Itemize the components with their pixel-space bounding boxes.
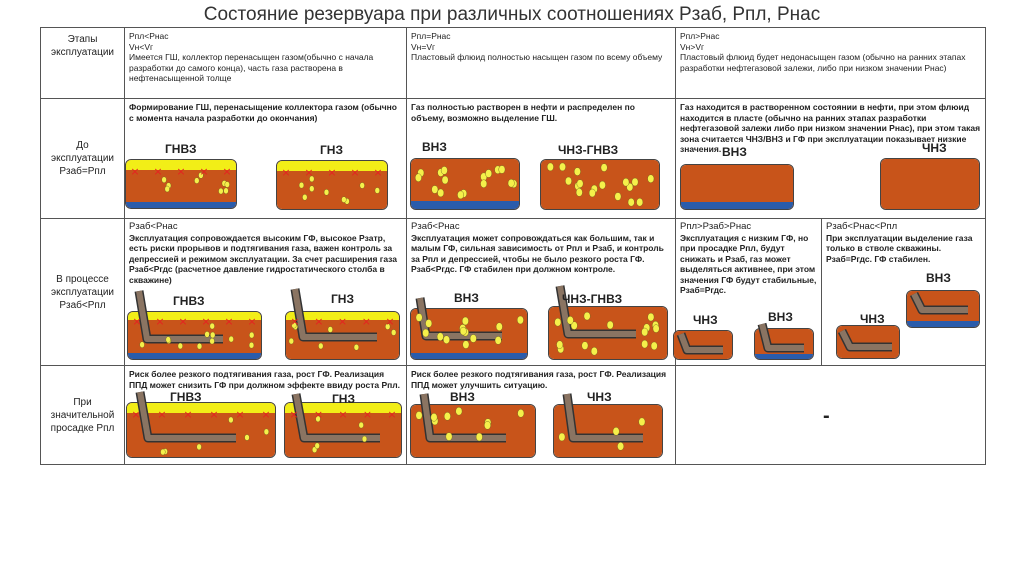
row2-col3a-title: Рпл>Рзаб>Рнас — [680, 221, 752, 232]
reservoir-drawing — [553, 404, 663, 458]
well-bore — [762, 324, 804, 348]
reservoir-drawing — [548, 306, 668, 360]
reservoir-drawing — [906, 290, 980, 328]
gas-bubble — [601, 164, 607, 172]
col1-condition: Рпл<Рнас — [129, 31, 169, 41]
gas-oil-contact-mark: × — [183, 408, 193, 421]
row1-col3-text: Газ находится в растворенном состоянии в нефти, при этом флюид находится в пласте (обычно на ранних этапах разработки нефтегазовой залежи либо при низком значении Рнас), при этом такая зона считается ЧНЗ/ВНЗ и ГФ при эксплуатации показывает низкие значения. — [680, 102, 981, 154]
reservoir-drawing — [680, 164, 794, 210]
gas-oil-contact-mark: × — [224, 315, 234, 328]
gas-bubble — [229, 417, 234, 423]
gas-bubble — [574, 168, 580, 176]
gas-bubble — [547, 163, 553, 171]
row2-col3b-text: При эксплуатации выделение газа только в стволе скважины. Рзаб=Ргдс. ГФ стабилен. — [826, 232, 973, 264]
row2-head — [41, 219, 125, 366]
gas-bubble — [289, 338, 294, 344]
gas-bubble — [642, 340, 648, 348]
gas-bubble — [354, 344, 359, 350]
row1-gnz — [276, 143, 388, 210]
gas-bubble — [462, 317, 468, 325]
col1-description: Имеется ГШ, коллектор перенасыщен газом(обычно с начала разработки до самого конца), часть газа растворена в нефтенасыщенной толще — [129, 52, 374, 83]
zone-label: ЧНЗ — [587, 390, 612, 404]
row3-vnz — [410, 390, 536, 458]
page-title: Состояние резервуара при различных соотношениях Рзаб, Рпл, Рнас — [203, 4, 821, 25]
gas-bubble — [559, 163, 565, 171]
gas-bubble — [517, 316, 523, 324]
row2-head-line3: Рзаб<Рпл — [59, 299, 106, 311]
well-bore — [681, 334, 723, 350]
gas-bubble — [249, 332, 254, 338]
gas-bubble — [648, 313, 654, 321]
gas-bubble — [359, 422, 364, 428]
row3-gnvz — [126, 390, 276, 458]
zone-label: ГНЗ — [332, 392, 355, 406]
col2-volume: Vн=Vг — [411, 41, 436, 52]
gas-bubble — [438, 189, 444, 197]
gas-bubble — [653, 325, 659, 333]
row3-chnz — [553, 390, 663, 458]
gas-bubble — [476, 433, 482, 441]
gas-bubble — [576, 188, 582, 196]
gas-bubble — [437, 333, 443, 341]
row3-col3-dash: - — [823, 405, 830, 427]
col2-condition: Рпл=Рнас — [411, 31, 451, 41]
gas-oil-contact-mark: × — [327, 166, 337, 179]
row1-chnz — [880, 141, 980, 210]
gas-bubble — [484, 421, 490, 429]
reservoir-drawing — [540, 159, 660, 210]
row1-head-line3: Рзаб=Рпл — [59, 166, 106, 177]
gas-bubble — [632, 178, 638, 186]
gas-bubble — [431, 413, 437, 421]
well-bore — [914, 294, 968, 310]
gas-bubble — [460, 327, 466, 335]
gas-oil-contact-mark: × — [153, 165, 163, 178]
gas-bubble — [651, 342, 657, 350]
gas-bubble — [391, 330, 396, 336]
stages-header — [41, 28, 125, 99]
row2-vnz-2 — [754, 310, 814, 360]
reservoir-drawing — [285, 311, 400, 360]
gas-bubble — [249, 342, 254, 348]
gas-bubble — [496, 323, 502, 331]
gas-oil-contact-mark: × — [290, 315, 300, 328]
gas-bubble — [140, 342, 145, 348]
gas-bubble — [623, 178, 629, 186]
gas-bubble — [617, 442, 623, 450]
gas-bubble — [599, 181, 605, 189]
row3-head-line3: просадке Рпл — [50, 422, 115, 434]
gas-bubble — [499, 166, 505, 174]
gas-bubble — [481, 180, 487, 188]
gas-bubble — [456, 407, 462, 415]
row2-vnz — [410, 291, 528, 360]
row1-head-line1: До — [76, 140, 89, 151]
reservoir-drawing — [836, 325, 900, 359]
zone-label: ГНЗ — [320, 143, 343, 157]
gas-bubble — [441, 166, 447, 174]
zone-label: ГНЗ — [331, 292, 354, 306]
gas-bubble — [342, 197, 347, 203]
gas-bubble — [463, 341, 469, 349]
row1-head — [41, 99, 125, 219]
row3-head-line2: значительной — [50, 409, 115, 421]
gas-bubble — [589, 189, 595, 197]
row2-col3a-text: Эксплуатация с низким ГФ, но при просадке Рпл, будут снижать и Рзаб, газ может выделяться активнее, при этом значения ГФ будут стабильные, Рзаб=Ргдс. — [680, 232, 817, 295]
gas-oil-contact-mark: × — [222, 165, 232, 178]
zone-label: ГНВЗ — [170, 390, 202, 404]
row1-col1-text: Формирование ГШ, перенасыщение коллектора газом (обычно с момента начала разработки до окончания) — [129, 102, 397, 123]
gas-bubble — [495, 336, 501, 344]
row3-head — [41, 366, 125, 465]
zone-label: ВНЗ — [768, 310, 793, 324]
gas-bubble — [432, 186, 438, 194]
reservoir-drawing — [410, 404, 536, 458]
zone-label: ГНВЗ — [173, 294, 205, 308]
col1-volume: Vн<Vг — [129, 41, 154, 52]
reservoir-drawing — [673, 330, 733, 360]
gas-oil-contact-mark: × — [373, 166, 383, 179]
gas-oil-contact-mark: × — [338, 408, 348, 421]
gas-oil-contact-mark: × — [155, 315, 165, 328]
gas-bubble — [210, 332, 215, 338]
row2-col3b-title: Рзаб<Рнас<Рпл — [826, 221, 898, 232]
stages-label: Этапы эксплуатации — [51, 34, 114, 58]
gas-bubble — [315, 443, 320, 449]
gas-bubble — [416, 411, 422, 419]
row1-vnz — [410, 140, 520, 210]
gas-bubble — [648, 175, 654, 183]
gas-bubble — [299, 182, 304, 188]
gas-bubble — [557, 341, 563, 349]
gas-oil-contact-mark: × — [304, 166, 314, 179]
row3-col2-text: Риск более резкого подтягивания газа, рост ГФ. Реализация ППД может улучшить ситуацию. — [411, 369, 667, 390]
col1-header — [125, 28, 407, 99]
gas-bubble — [470, 335, 476, 343]
gas-bubble — [518, 409, 524, 417]
reservoir-drawing — [754, 328, 814, 360]
gas-oil-contact-mark: × — [337, 315, 348, 328]
zone-label: ЧНЗ-ГНВЗ — [562, 292, 623, 306]
row2-col1-text: Эксплуатация сопровождается высоким ГФ, высокое Рзатр, есть риски прорывов и подтягивания газа, важен контроль за депрессией и режимом эксплуатации. За счет расширения газа Рзаб<Ргдс (расчетное давление гидростатического столба в скважине) — [129, 232, 397, 285]
zone-label: ЧНЗ — [922, 141, 947, 155]
row2-col2-text: Эксплуатация может сопровождаться как большим, так и малым ГФ, сильная зависимость от Рпл и Рзаб, и контроль за Рпл и депрессией, чтобы не было резкого роста ГФ. Рзаб<Ргдс. ГФ стабилен при должном контроле. — [411, 232, 664, 274]
gas-bubble — [205, 331, 210, 337]
gas-oil-contact-mark: × — [313, 408, 324, 421]
gas-bubble — [559, 433, 565, 441]
gas-bubble — [555, 318, 561, 326]
gas-bubble — [565, 177, 571, 185]
well-bore — [842, 331, 892, 347]
reservoir-drawing — [410, 158, 520, 210]
gas-oil-contact-mark: × — [361, 315, 371, 328]
gas-bubble — [582, 342, 588, 350]
gas-oil-contact-mark: × — [235, 408, 245, 421]
gas-oil-contact-mark: × — [157, 408, 167, 421]
row1-head-line2: эксплуатации — [51, 153, 114, 164]
gas-bubble — [360, 183, 365, 189]
reservoir-drawing — [126, 402, 276, 458]
gas-bubble — [637, 198, 643, 206]
gas-bubble — [446, 433, 452, 441]
gas-oil-contact-mark: × — [131, 408, 141, 421]
row2-gnvz — [127, 294, 262, 360]
gas-bubble — [443, 336, 449, 344]
gas-oil-contact-mark: × — [350, 166, 360, 179]
gas-bubble — [161, 449, 166, 455]
gas-bubble — [426, 319, 432, 327]
reservoir-drawing — [125, 159, 237, 209]
gas-bubble — [423, 329, 429, 337]
gas-bubble — [178, 343, 183, 349]
row1-gnvz — [125, 142, 237, 209]
row2-chnz-gnvz — [548, 292, 668, 360]
gas-bubble — [302, 194, 307, 200]
row2-col2-title: Рзаб<Рнас — [411, 221, 460, 232]
row1-vnz-2 — [680, 145, 794, 210]
gas-bubble — [615, 193, 621, 201]
row2-gnz — [285, 292, 400, 360]
gas-bubble — [225, 182, 230, 188]
col2-header — [407, 28, 676, 99]
zone-label: ВНЗ — [450, 390, 475, 404]
gas-bubble — [628, 198, 634, 206]
zone-label: ЧНЗ-ГНВЗ — [558, 143, 619, 157]
gas-oil-contact-mark: × — [281, 166, 291, 179]
zone-label: ЧНЗ — [693, 313, 718, 327]
gas-bubble — [197, 343, 202, 349]
gas-bubble — [224, 188, 229, 194]
gas-oil-contact-mark: × — [289, 408, 299, 421]
gas-bubble — [607, 321, 613, 329]
reservoir-drawing — [276, 160, 388, 210]
gas-bubble — [642, 328, 648, 336]
row3-gnz — [284, 392, 402, 458]
gas-oil-contact-mark: × — [261, 408, 271, 421]
gas-bubble — [375, 188, 380, 194]
gas-oil-contact-mark: × — [178, 315, 188, 328]
gas-bubble — [318, 343, 323, 349]
zone-label: ВНЗ — [422, 140, 447, 154]
gas-oil-contact-mark: × — [176, 165, 186, 178]
col3-description: Пластовый флюид будет недонасыщен газом (обычно на ранних этапах разработки нефтегазовой залежи, либо при низком значении Рнас) — [680, 52, 966, 73]
gas-bubble — [613, 427, 619, 435]
gas-bubble — [444, 412, 450, 420]
gas-bubble — [416, 314, 422, 322]
gas-oil-contact-mark: × — [199, 165, 209, 178]
row2-vnz-3 — [906, 271, 980, 328]
gas-oil-contact-mark: × — [132, 315, 142, 328]
reservoir-drawing — [127, 311, 262, 360]
gas-bubble — [210, 338, 215, 344]
gas-bubble — [508, 179, 514, 187]
col3-header — [676, 28, 986, 99]
row3-col3 — [676, 366, 986, 465]
gas-bubble — [229, 336, 234, 342]
col3-condition: Рпл>Рнас — [680, 31, 720, 41]
gas-oil-contact-mark: × — [201, 315, 211, 328]
gas-bubble — [328, 327, 333, 333]
row2-head-line1: В процессе — [56, 273, 109, 285]
gas-bubble — [577, 180, 583, 188]
col2-description: Пластовый флюид полностью насыщен газом по всему объему — [411, 52, 663, 62]
gas-oil-contact-mark: × — [314, 315, 324, 328]
zone-label: ВНЗ — [926, 271, 951, 285]
zone-label: ГНВЗ — [165, 142, 197, 156]
row2-head-line2: эксплуатации — [51, 286, 114, 298]
row2-chnz — [673, 313, 733, 360]
gas-oil-contact-mark: × — [387, 408, 397, 421]
gas-bubble — [197, 444, 202, 450]
gas-bubble — [245, 435, 250, 441]
row2-chnz-2 — [836, 312, 900, 359]
row1-chnz-gnvz — [540, 143, 660, 210]
gas-bubble — [567, 316, 573, 324]
header-row — [41, 28, 986, 99]
gas-bubble — [639, 418, 645, 426]
col3-volume: Vн>Vг — [680, 41, 705, 52]
gas-bubble — [264, 429, 269, 435]
gas-bubble — [219, 188, 224, 194]
row1-col2-text: Газ полностью растворен в нефти и распределен по объему, возможно выделение ГШ. — [411, 102, 635, 123]
row2-col1-title: Рзаб<Рнас — [129, 221, 178, 232]
gas-oil-contact-mark: × — [362, 408, 373, 421]
reservoir-drawing — [880, 158, 980, 210]
zone-label: ЧНЗ — [860, 312, 885, 326]
gas-oil-contact-mark: × — [130, 165, 140, 178]
row3-col1-text: Риск более резкого подтягивания газа, рост ГФ. Реализация ППД может снизить ГФ при должном эффекте ввиду роста Рпл. — [129, 369, 401, 390]
gas-oil-contact-mark: × — [209, 408, 219, 421]
gas-bubble — [485, 170, 491, 178]
gas-bubble — [591, 347, 597, 355]
reservoir-drawing — [284, 402, 402, 458]
zone-label: ВНЗ — [454, 291, 479, 305]
gas-bubble — [309, 186, 314, 192]
gas-bubble — [194, 178, 199, 184]
gas-oil-contact-mark: × — [247, 315, 257, 328]
zone-label: ВНЗ — [722, 145, 747, 159]
row3-head-line1: При — [73, 396, 92, 408]
gas-bubble — [324, 189, 329, 195]
gas-bubble — [584, 312, 590, 320]
reservoir-drawing — [410, 308, 528, 360]
gas-bubble — [166, 337, 171, 343]
gas-bubble — [442, 176, 448, 184]
gas-bubble — [362, 436, 367, 442]
gas-oil-contact-mark: × — [385, 315, 395, 328]
gas-bubble — [165, 186, 170, 192]
gas-bubble — [415, 174, 421, 182]
gas-bubble — [457, 191, 463, 199]
